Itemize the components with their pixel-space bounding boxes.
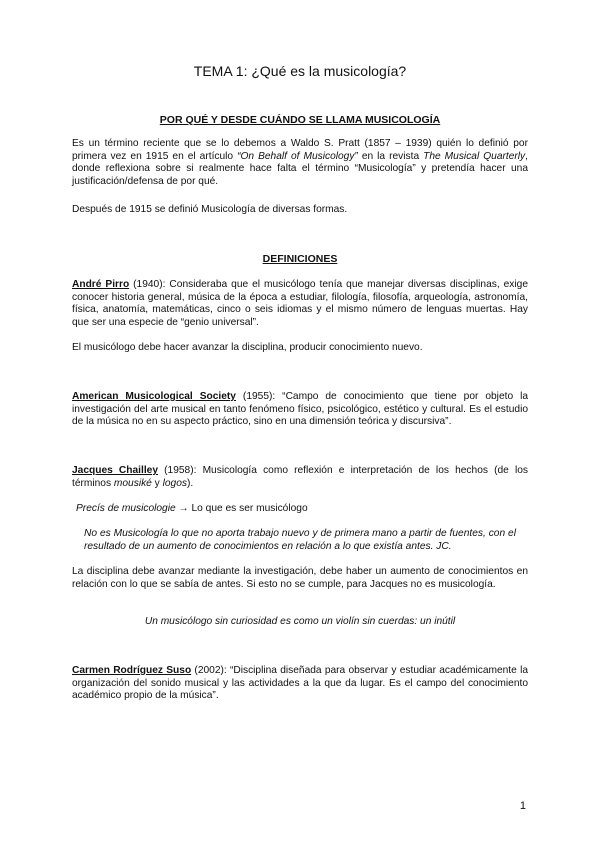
author-suso: Carmen Rodríguez Suso [72,665,192,676]
section-heading-definitions: DEFINICIONES [262,253,338,265]
chailley-text-b: y [151,477,163,489]
precis-text: → Lo que es ser musicólogo [175,503,308,514]
paragraph-precis [76,503,532,516]
maxim-quote: Un musicólogo sin curiosidad es como un violín sin cuerdas: un inútil [144,616,456,627]
ams-text: (1955): “Campo de conocimiento que tiene por objeto la investigación del arte musical en tanto fenómeno físico, psicológico, estético y cultural. Es el estudio de la música no en su aspecto práctico, sino en una dimensión teórica y discursiva”. [72,391,528,428]
pirro-text: (1940): Consideraba que el musicólogo tenía que manejar diversas disciplinas, exige conocer historia general, música de la época a estudiar, filología, filosofía, arqueología, astronomía, física, anatomía, matemáticas, cinco o seis idiomas y el mismo número de lenguas muertas. Hay que ser una especie de “genio universal”. [72,279,528,328]
author-ams: American Musicological Society [72,391,236,402]
page-number: 1 [519,800,526,812]
author-pirro: André Pirro [72,279,130,290]
pratt-text-c: en la revista [357,150,424,162]
document-page [72,0,528,848]
chailley-text-c: ). [186,477,194,489]
paragraph-chailley [72,465,528,490]
term-mousike: mousiké [113,477,152,489]
precis-title: Precís de musicologie [76,503,176,514]
paragraph-after-1915: Después de 1915 se definió Musicología de diversas formas. [72,204,348,215]
pratt-text-a: Es un término reciente que se lo debemos a Waldo S. Pratt (1857 – 1939) quién lo definió por primera vez en 1915 en el artículo [72,138,528,162]
paragraph-pratt [72,138,528,188]
pratt-text-e: , donde reflexiona sobre si realmente hace falta el término “Musicología” y pretendía hacer una justificación/defensa de por qué. [72,150,528,187]
page-title: TEMA 1: ¿Qué es la musicología? [193,63,407,79]
paragraph-ams [72,391,528,429]
pratt-article-title: “On Behalf of Musicology” [237,150,358,162]
term-logos: logos [162,477,187,489]
paragraph-chailley-3: La disciplina debe avanzar mediante la investigación, debe haber un aumento de conocimientos en relación con lo que se sabía de antes. Si esto no se cumple, para Jacques no es musicología. [72,566,528,590]
paragraph-pirro [72,279,528,329]
paragraph-suso [72,665,528,703]
section-heading-origin: POR QUÉ Y DESDE CUÁNDO SE LLAMA MUSICOLOGÍA [159,114,441,126]
chailley-text-a: (1958): Musicología como reflexión e interpretación de los hechos (de los términos [72,465,528,489]
author-chailley: Jacques Chailley [72,465,158,476]
paragraph-pirro-2: El musicólogo debe hacer avanzar la disciplina, producir conocimiento nuevo. [72,342,423,353]
suso-text: (2002): “Disciplina diseñada para observar y estudiar académicamente la organización del sonido musical y las actividades a la que da lugar. Es el campo del conocimiento académico propio de la música”. [72,665,528,702]
quote-chailley: No es Musicología lo que no aporta trabajo nuevo y de primera mano a partir de fuentes, con el resultado de un aumento de conocimientos en relación a lo que existía antes. JC. [84,528,516,552]
pratt-journal-title: The Musical Quarterly [423,150,526,162]
